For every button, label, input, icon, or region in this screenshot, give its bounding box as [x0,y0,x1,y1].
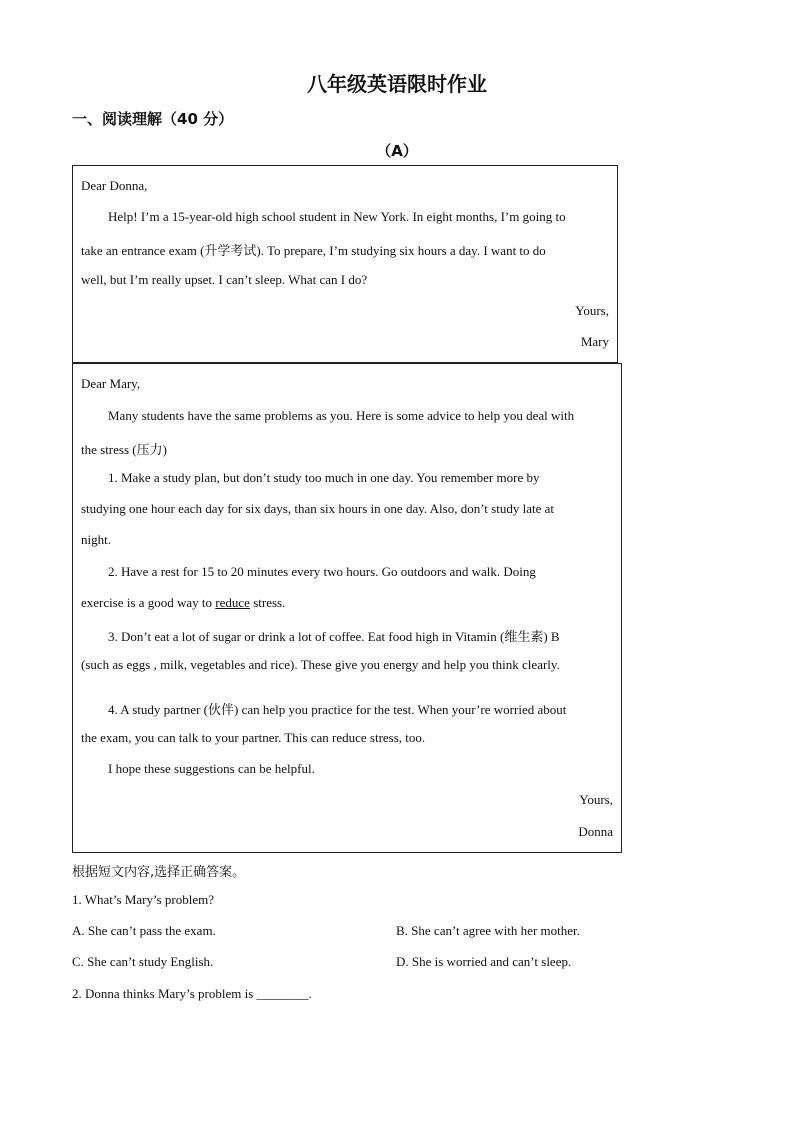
advice-item-3: 3. Don’t eat a lot of sugar or drink a lot of coffee. Eat food high in Vitamin (维生素) B [108,629,560,644]
page-title: 八年级英语限时作业 [307,72,487,96]
letter-to-mary [72,363,622,853]
letter-line: the exam, you can talk to your partner. This can reduce stress, too. [81,730,426,745]
letter-line: well, but I’m really upset. I can’t sleep. What can I do? [81,272,368,287]
letter-signature: Donna [578,824,613,839]
letter-line: the stress (压力) [81,442,167,457]
question-1-option-d: D. She is worried and can’t sleep. [396,954,572,969]
letter-closing: Yours, [579,792,613,807]
instruction: 根据短文内容,选择正确答案。 [72,865,246,880]
advice-item-4: 4. A study partner (伙伴) can help you practice for the test. When your’re worried about [108,702,567,717]
letter-line: night. [81,532,111,547]
letter-signature: Mary [580,334,609,349]
advice-item-2: 2. Have a rest for 15 to 20 minutes every two hours. Go outdoors and walk. Doing [108,564,536,579]
letter-to-donna [72,165,618,363]
question-1-option-c: C. She can’t study English. [72,954,214,969]
letter-line [81,595,285,611]
letter-line: take an entrance exam (升学考试). To prepare, I’m studying six hours a day. I want to do [81,243,546,258]
letter-line: Help! I’m a 15-year-old high school student in New York. In eight months, I’m going to [108,209,566,224]
letter-closing: Yours, [575,303,609,318]
letter-line: studying one hour each day for six days, than six hours in one day. Also, don’t study late at [81,501,554,516]
letter-greeting: Dear Donna, [81,178,148,193]
question-1-option-b: B. She can’t agree with her mother. [396,923,580,938]
underlined-word: reduce [215,595,250,610]
question-2-stem: 2. Donna thinks Mary’s problem is ________. [72,986,312,1001]
letter-line: I hope these suggestions can be helpful. [108,761,315,776]
letter-greeting: Dear Mary, [81,376,141,391]
section-heading: 一、阅读理解（40 分） [72,110,234,128]
question-1-stem: 1. What’s Mary’s problem? [72,892,215,907]
line-text: stress. [249,595,286,610]
letter-line: Many students have the same problems as you. Here is some advice to help you deal with [108,408,575,423]
advice-item-1: 1. Make a study plan, but don’t study too much in one day. You remember more by [108,470,540,485]
letter-line: (such as eggs , milk, vegetables and rice). These give you energy and help you think clearly. [81,657,560,672]
question-1-option-a: A. She can’t pass the exam. [72,923,216,938]
part-label: （A） [376,142,418,160]
line-text: exercise is a good way to [81,595,216,610]
